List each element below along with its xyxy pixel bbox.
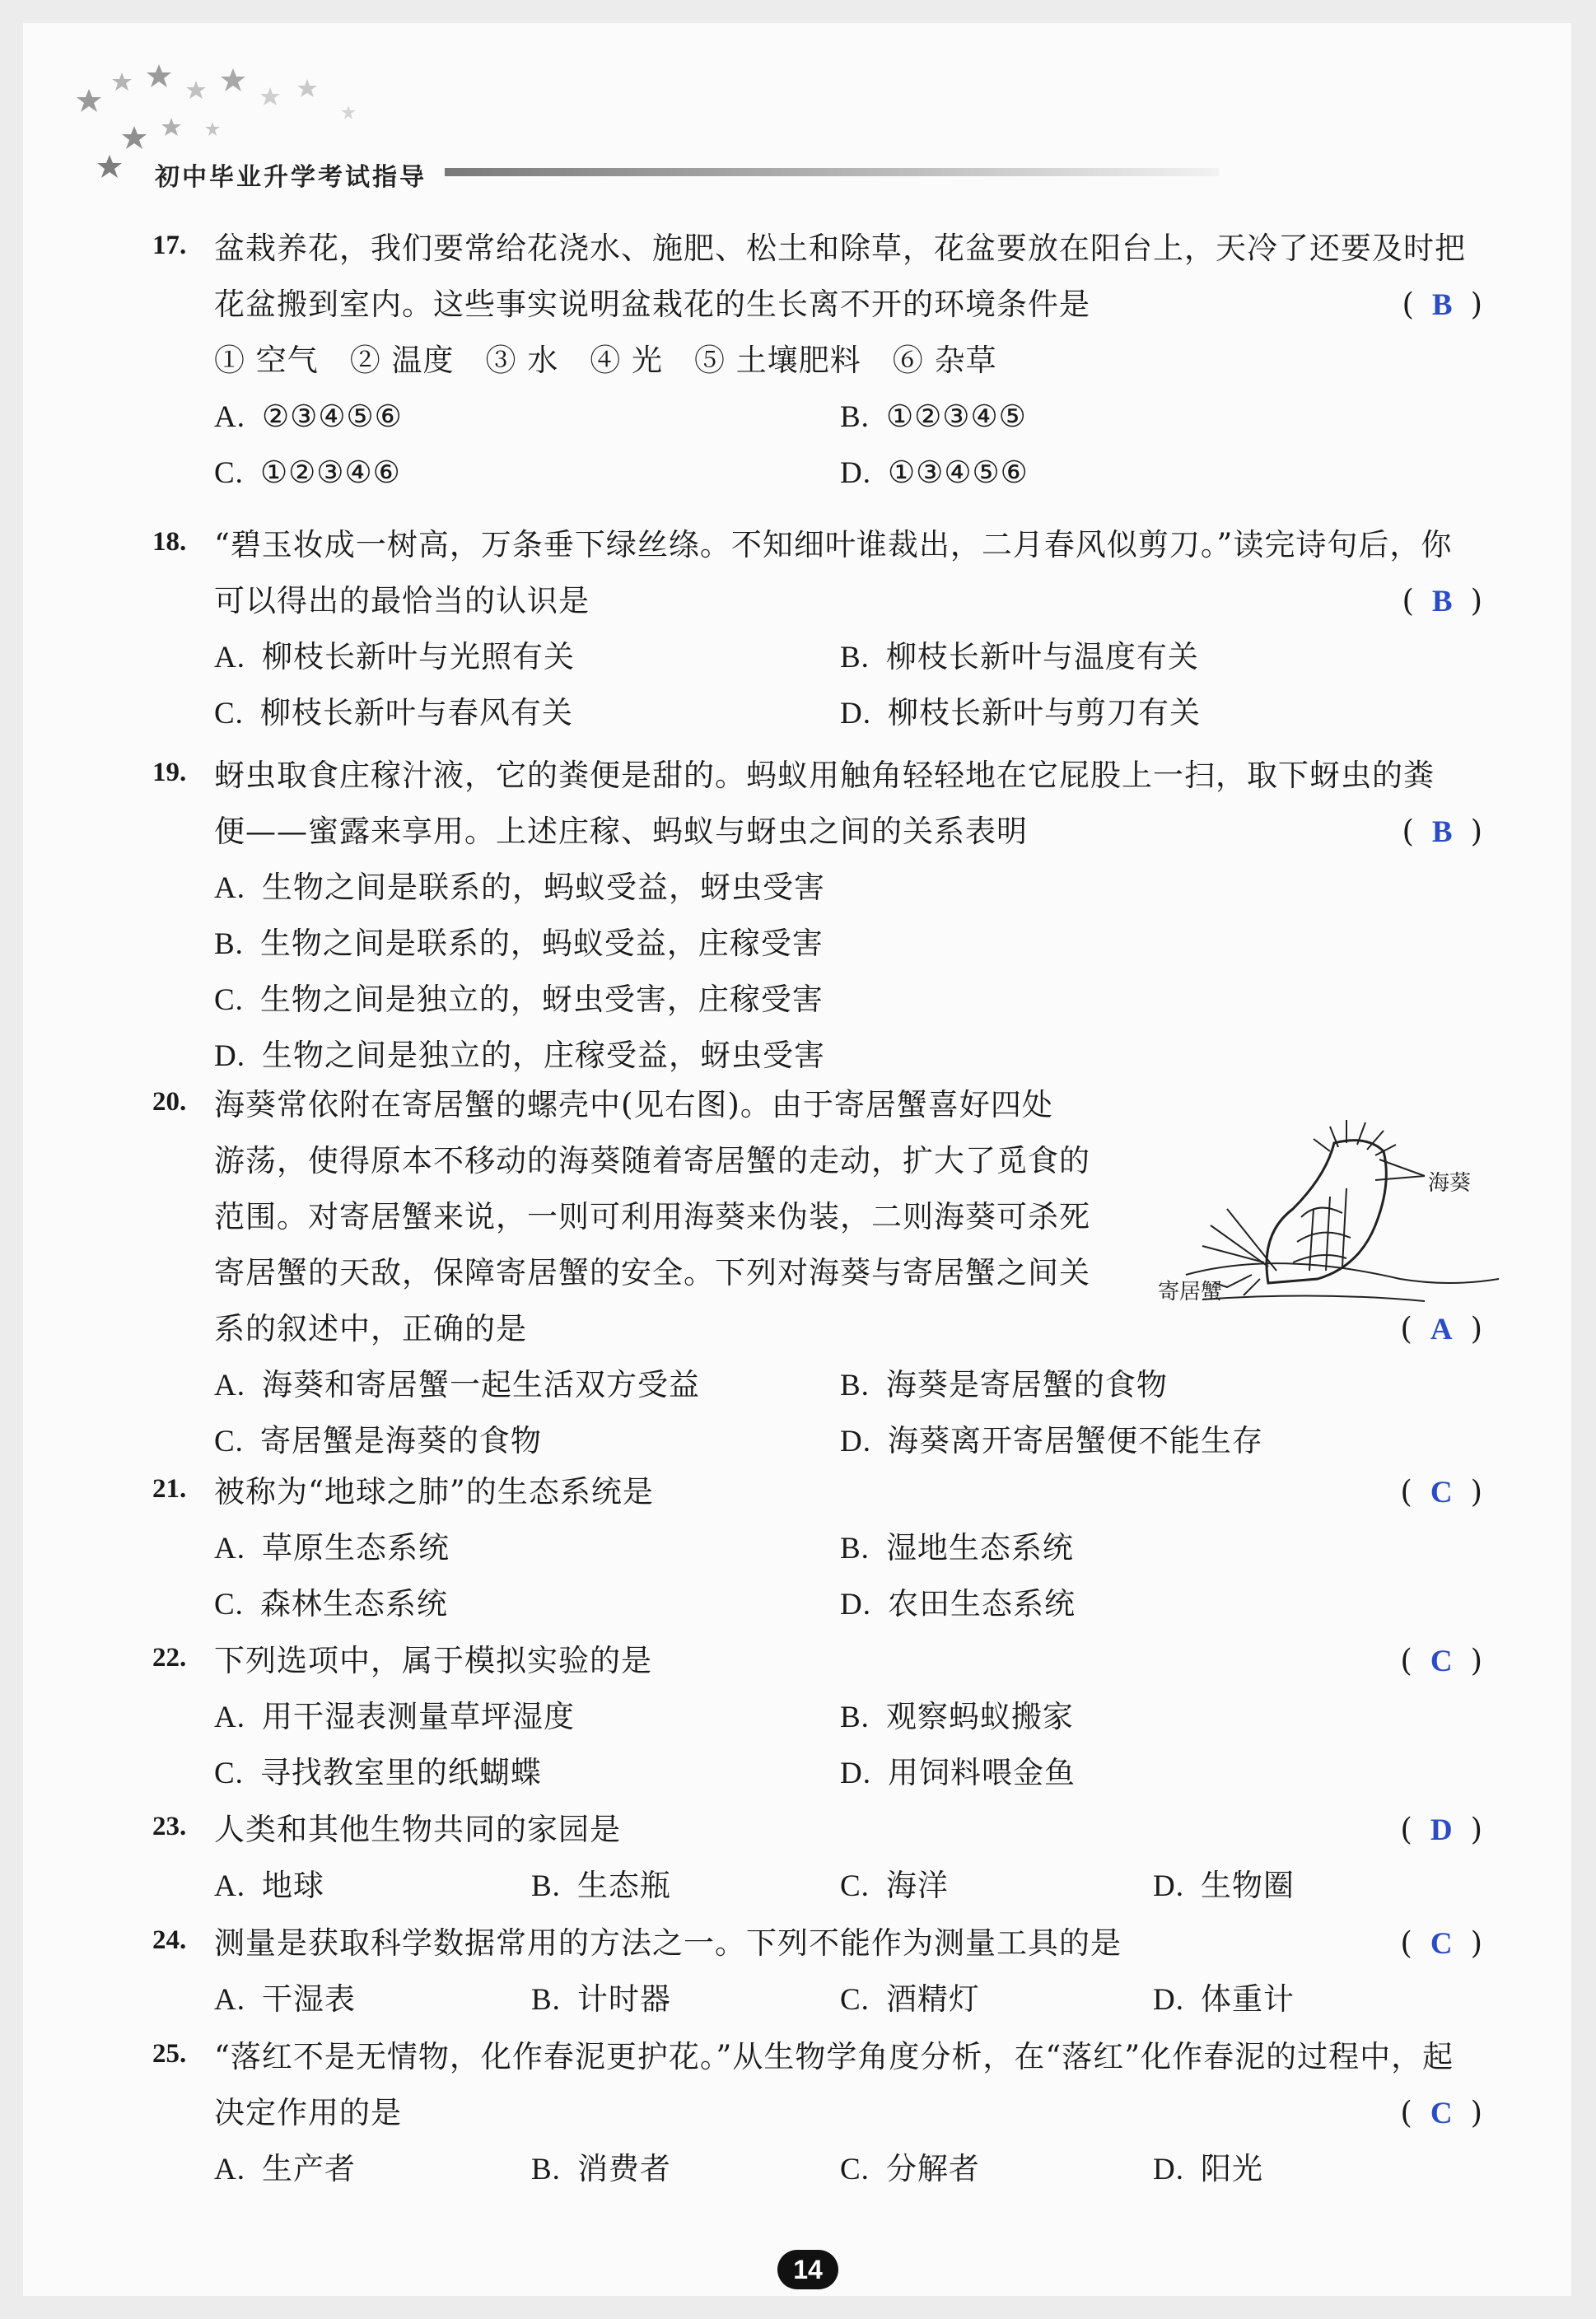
option-text: 阳光 bbox=[1200, 2151, 1263, 2186]
option-text: 消费者 bbox=[576, 2151, 671, 2186]
question-stem-line: “碧玉妆成一树高，万条垂下绿丝绦。不知细叶谁裁出，二月春风似剪刀。”读完诗句后，你 bbox=[214, 527, 1453, 562]
answer-letter: A bbox=[1430, 1313, 1453, 1346]
option-b bbox=[840, 1520, 1074, 1577]
option-letter: B. bbox=[531, 1983, 561, 2017]
option-text: 体重计 bbox=[1200, 1981, 1295, 2017]
answer-bracket: ( C ) bbox=[1400, 1474, 1482, 1509]
header-title: 初中毕业升学考试指导 bbox=[155, 163, 427, 192]
question-stem-line: 决定作用的是 bbox=[214, 2095, 402, 2130]
option-text: 生物之间是联系的，蚂蚁受益，庄稼受害 bbox=[259, 926, 824, 961]
option-text: 柳枝长新叶与光照有关 bbox=[261, 639, 575, 674]
option-letter: D. bbox=[840, 1757, 871, 1790]
option-b bbox=[531, 1971, 671, 2028]
option-text: 酒精灯 bbox=[885, 1981, 980, 2017]
option-text: 海葵是寄居蟹的食物 bbox=[885, 1367, 1168, 1402]
answer-letter: B bbox=[1431, 288, 1453, 322]
option-d bbox=[1153, 1858, 1295, 1915]
hermit-crab-label: 寄居蟹 bbox=[1158, 1280, 1223, 1304]
header-rule bbox=[445, 168, 1219, 176]
option-letter: D. bbox=[840, 1425, 871, 1458]
question-stem-line: ① 空气 ② 温度 ③ 水 ④ 光 ⑤ 土壤肥料 ⑥ 杂草 bbox=[214, 343, 997, 378]
option-d bbox=[840, 1413, 1263, 1470]
option-letter: D. bbox=[840, 697, 871, 730]
answer-letter: D bbox=[1430, 1813, 1453, 1847]
hermit-crab-figure bbox=[1153, 1110, 1505, 1316]
option-text: 生产者 bbox=[261, 2151, 356, 2186]
option-text: 生物圈 bbox=[1200, 1868, 1295, 1903]
option-letter: C. bbox=[214, 1588, 244, 1621]
option-letter: C. bbox=[840, 2153, 870, 2186]
question-stem-line: 海葵常依附在寄居蟹的螺壳中(见右图)。由于寄居蟹喜好四处 bbox=[214, 1087, 1053, 1122]
question-number: 23. bbox=[152, 1812, 187, 1841]
option-c bbox=[214, 445, 401, 502]
option-text: 草原生态系统 bbox=[261, 1530, 450, 1565]
option-text: 寻找教室里的纸蝴蝶 bbox=[259, 1755, 542, 1790]
option-text: ②③④⑤⑥ bbox=[261, 399, 403, 434]
option-a bbox=[214, 629, 575, 686]
option-text: 分解者 bbox=[885, 2151, 980, 2186]
question-stem-line: 盆栽养花，我们要常给花浇水、施肥、松土和除草，花盆要放在阳台上，天冷了还要及时把 bbox=[214, 231, 1466, 266]
option-text: 柳枝长新叶与春风有关 bbox=[259, 695, 573, 730]
option-c bbox=[214, 972, 824, 1029]
answer-bracket: ( B ) bbox=[1402, 814, 1482, 849]
option-letter: A. bbox=[214, 1532, 245, 1565]
option-letter: A. bbox=[214, 400, 245, 434]
answer-letter: C bbox=[1430, 1927, 1453, 1961]
option-letter: C. bbox=[214, 1425, 244, 1458]
option-text: 用饲料喂金鱼 bbox=[887, 1755, 1076, 1790]
option-c bbox=[214, 1413, 542, 1470]
option-a bbox=[214, 389, 403, 446]
option-text: 生物之间是独立的，蚜虫受害，庄稼受害 bbox=[259, 982, 824, 1017]
option-d bbox=[1153, 2141, 1263, 2198]
option-text: ①②③④⑤ bbox=[885, 399, 1027, 434]
option-d bbox=[840, 445, 1029, 502]
option-a bbox=[214, 860, 825, 917]
option-letter: B. bbox=[531, 1869, 561, 1903]
page bbox=[23, 23, 1571, 2296]
question-stem-line: 便——蜜露来享用。上述庄稼、蚂蚁与蚜虫之间的关系表明 bbox=[214, 814, 1028, 849]
page-number: 14 bbox=[777, 2250, 838, 2289]
question-stem-line: 被称为“地球之肺”的生态系统是 bbox=[214, 1474, 654, 1509]
option-d bbox=[840, 1576, 1076, 1633]
question-number: 17. bbox=[152, 231, 187, 260]
option-b bbox=[840, 389, 1027, 446]
option-a bbox=[214, 1971, 356, 2028]
question-stem-line: 游荡，使得原本不移动的海葵随着寄居蟹的走动，扩大了觅食的 bbox=[214, 1143, 1090, 1178]
option-letter: A. bbox=[214, 1983, 245, 2017]
option-letter: D. bbox=[1153, 1869, 1184, 1903]
answer-letter: B bbox=[1431, 585, 1453, 618]
option-text: ①③④⑤⑥ bbox=[887, 455, 1029, 490]
option-letter: A. bbox=[214, 2153, 245, 2186]
option-letter: B. bbox=[840, 1532, 870, 1565]
option-text: 地球 bbox=[261, 1868, 324, 1903]
option-b bbox=[531, 2141, 671, 2198]
question-stem-line: 可以得出的最恰当的认识是 bbox=[214, 583, 590, 618]
answer-bracket: ( B ) bbox=[1402, 287, 1482, 322]
option-d bbox=[1153, 1971, 1295, 2028]
answer-letter: B bbox=[1431, 815, 1453, 849]
option-letter: D. bbox=[1153, 1983, 1184, 2017]
option-text: 生态瓶 bbox=[576, 1868, 671, 1903]
option-text: 湿地生态系统 bbox=[885, 1530, 1074, 1565]
question-number: 19. bbox=[152, 758, 187, 787]
answer-bracket: ( B ) bbox=[1402, 583, 1482, 618]
option-text: 用干湿表测量草坪湿度 bbox=[261, 1699, 575, 1734]
option-letter: B. bbox=[840, 641, 870, 674]
option-text: 森林生态系统 bbox=[259, 1586, 448, 1621]
option-c bbox=[840, 1971, 980, 2028]
option-a bbox=[214, 1357, 700, 1414]
option-letter: B. bbox=[214, 927, 244, 961]
option-letter: C. bbox=[840, 1869, 870, 1903]
question-stem-line: 寄居蟹的天敌，保障寄居蟹的安全。下列对海葵与寄居蟹之间关 bbox=[214, 1255, 1090, 1290]
question-stem-line: “落红不是无情物，化作春泥更护花。”从生物学角度分析，在“落红”化作春泥的过程中，起 bbox=[214, 2039, 1454, 2074]
option-d bbox=[840, 1745, 1076, 1802]
question-number: 22. bbox=[152, 1643, 187, 1673]
answer-letter: C bbox=[1430, 1645, 1453, 1678]
option-c bbox=[840, 1858, 949, 1915]
question-stem-line: 蚜虫取食庄稼汁液，它的粪便是甜的。蚂蚁用触角轻轻地在它屁股上一扫，取下蚜虫的粪 bbox=[214, 758, 1435, 793]
option-text: 海葵和寄居蟹一起生活双方受益 bbox=[261, 1367, 700, 1402]
option-letter: D. bbox=[840, 456, 871, 490]
option-text: 海葵离开寄居蟹便不能生存 bbox=[887, 1423, 1263, 1458]
option-text: 计时器 bbox=[576, 1981, 671, 2017]
option-letter: A. bbox=[214, 641, 245, 674]
question-number: 24. bbox=[152, 1925, 187, 1955]
answer-letter: C bbox=[1430, 1476, 1453, 1509]
option-b bbox=[840, 1689, 1074, 1746]
option-text: 观察蚂蚁搬家 bbox=[885, 1699, 1074, 1734]
option-letter: C. bbox=[840, 1983, 870, 2017]
sea-anemone-label: 海葵 bbox=[1428, 1171, 1472, 1196]
option-text: 柳枝长新叶与剪刀有关 bbox=[887, 695, 1201, 730]
option-text: ①②③④⑥ bbox=[259, 455, 401, 490]
option-letter: A. bbox=[214, 871, 245, 905]
option-letter: A. bbox=[214, 1869, 245, 1903]
answer-letter: C bbox=[1430, 2097, 1453, 2130]
option-b bbox=[214, 916, 824, 973]
answer-bracket: ( D ) bbox=[1400, 1812, 1482, 1847]
question-stem-line: 下列选项中，属于模拟实验的是 bbox=[214, 1643, 652, 1678]
question-number: 18. bbox=[152, 527, 187, 557]
option-a bbox=[214, 2141, 356, 2198]
option-letter: C. bbox=[214, 1757, 244, 1790]
question-number: 21. bbox=[152, 1474, 187, 1504]
question-stem-line: 人类和其他生物共同的家园是 bbox=[214, 1812, 621, 1847]
option-b bbox=[840, 1357, 1168, 1414]
question-number: 25. bbox=[152, 2039, 187, 2069]
option-letter: A. bbox=[214, 1701, 245, 1734]
answer-bracket: ( C ) bbox=[1400, 1643, 1482, 1678]
option-letter: C. bbox=[214, 456, 244, 490]
option-c bbox=[840, 2141, 980, 2198]
answer-bracket: ( A ) bbox=[1400, 1311, 1482, 1346]
option-c bbox=[214, 685, 573, 742]
option-letter: B. bbox=[840, 1369, 870, 1402]
option-letter: B. bbox=[840, 400, 870, 434]
answer-bracket: ( C ) bbox=[1400, 1925, 1482, 1961]
option-text: 柳枝长新叶与温度有关 bbox=[885, 639, 1199, 674]
question-stem-line: 范围。对寄居蟹来说，一则可利用海葵来伪装，二则海葵可杀死 bbox=[214, 1199, 1090, 1234]
option-c bbox=[214, 1576, 448, 1633]
option-b bbox=[531, 1858, 671, 1915]
question-number: 20. bbox=[152, 1087, 187, 1117]
option-text: 生物之间是联系的，蚂蚁受益，蚜虫受害 bbox=[261, 870, 825, 905]
option-letter: D. bbox=[214, 1039, 245, 1073]
answer-bracket: ( C ) bbox=[1400, 2095, 1482, 2130]
option-text: 海洋 bbox=[885, 1868, 949, 1903]
option-text: 农田生态系统 bbox=[887, 1586, 1076, 1621]
option-letter: D. bbox=[840, 1588, 871, 1621]
question-stem-line: 测量是获取科学数据常用的方法之一。下列不能作为测量工具的是 bbox=[214, 1925, 1122, 1961]
question-stem-line: 系的叙述中，正确的是 bbox=[214, 1311, 527, 1346]
option-letter: C. bbox=[214, 697, 244, 730]
option-letter: C. bbox=[214, 983, 244, 1017]
option-c bbox=[214, 1745, 542, 1802]
option-text: 寄居蟹是海葵的食物 bbox=[259, 1423, 542, 1458]
option-letter: D. bbox=[1153, 2153, 1184, 2186]
option-a bbox=[214, 1689, 575, 1746]
option-letter: A. bbox=[214, 1369, 245, 1402]
option-text: 生物之间是独立的，庄稼受益，蚜虫受害 bbox=[261, 1038, 825, 1073]
option-letter: B. bbox=[531, 2153, 561, 2186]
option-a bbox=[214, 1520, 450, 1577]
option-d bbox=[214, 1028, 825, 1085]
option-text: 干湿表 bbox=[261, 1981, 356, 2017]
option-a bbox=[214, 1858, 324, 1915]
option-letter: B. bbox=[840, 1701, 870, 1734]
option-b bbox=[840, 629, 1199, 686]
option-d bbox=[840, 685, 1201, 742]
question-stem-line: 花盆搬到室内。这些事实说明盆栽花的生长离不开的环境条件是 bbox=[214, 287, 1090, 322]
